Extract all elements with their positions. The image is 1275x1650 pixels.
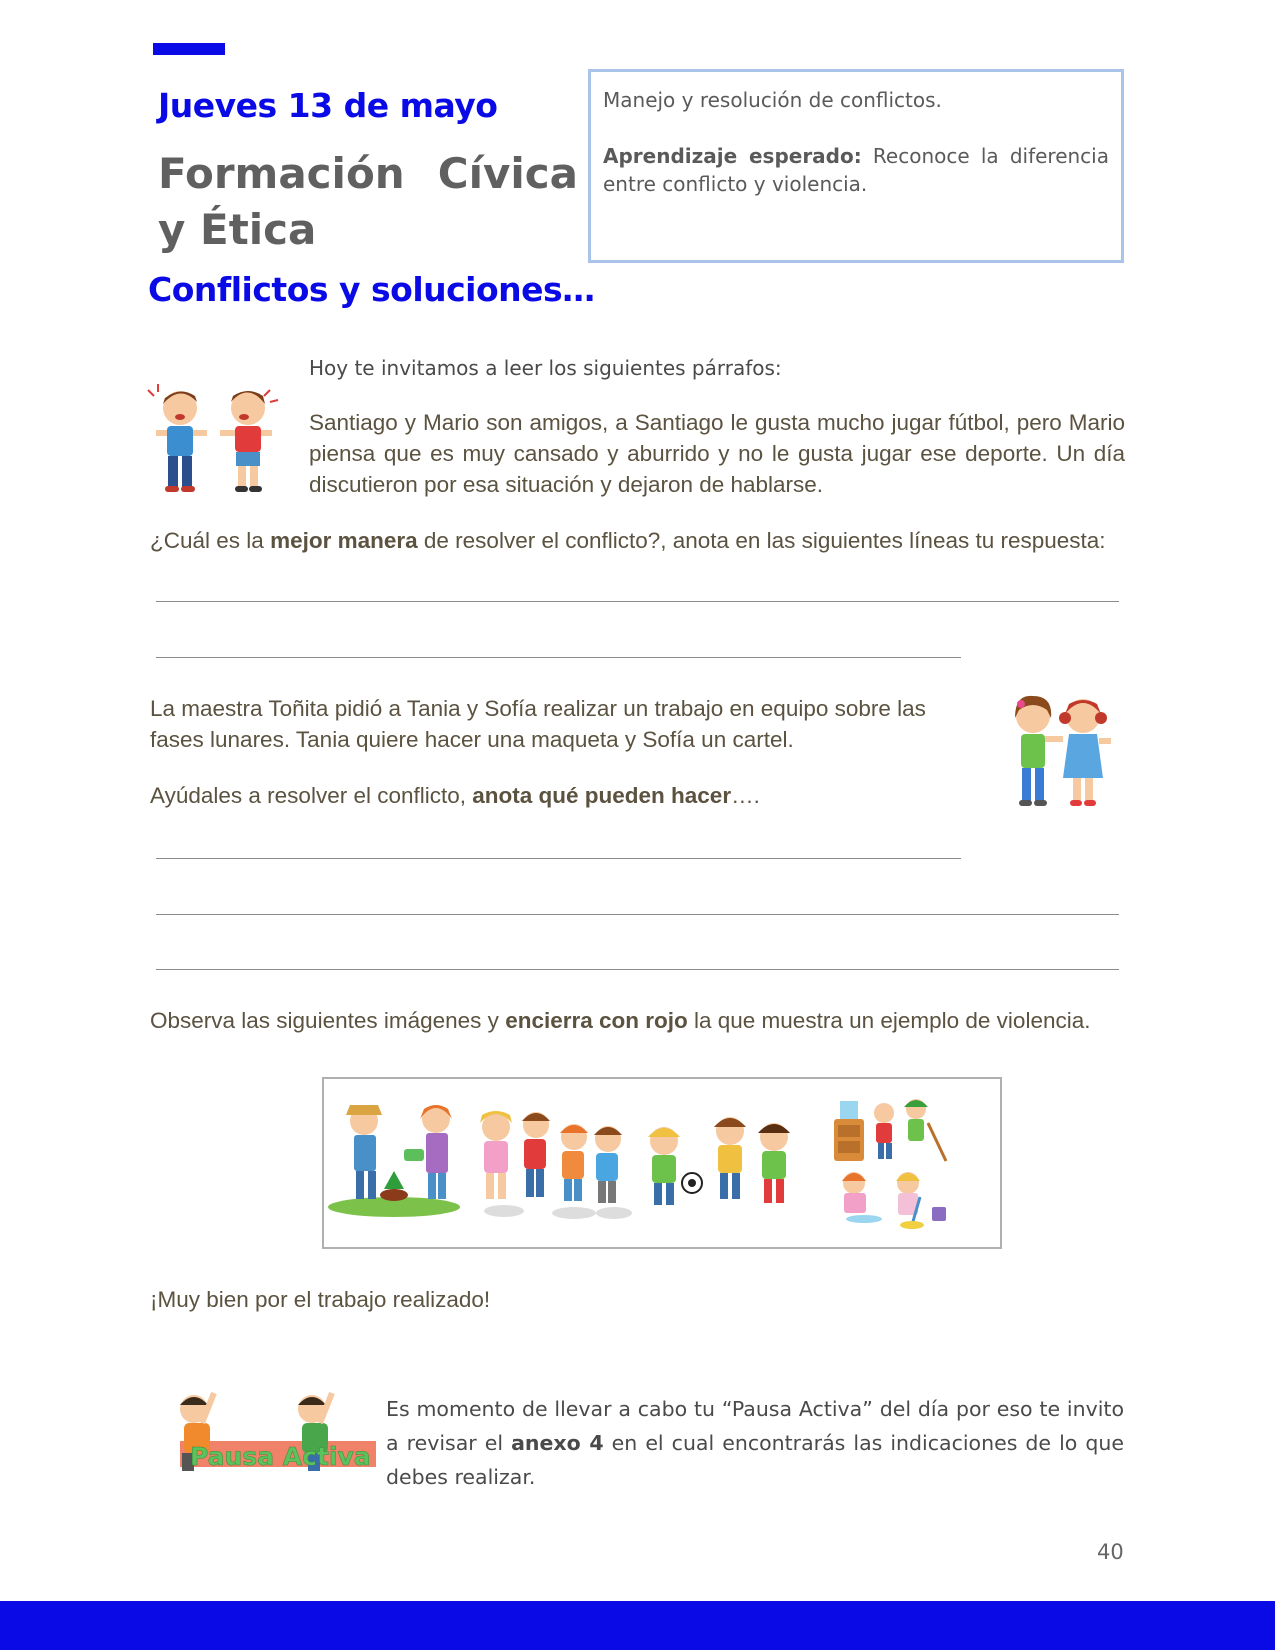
- reading-intro: Hoy te invitamos a leer los siguientes párrafos:: [309, 356, 782, 380]
- answer-line[interactable]: [156, 858, 961, 859]
- pausa-activa-logo-text: Pausa Activa: [190, 1442, 371, 1471]
- observe-instruction: Observa las siguientes imágenes y encierra con rojo la que muestra un ejemplo de violencia.: [150, 1008, 1091, 1033]
- subject-title: Formación Cívica y Ética: [158, 149, 578, 254]
- closing-message: ¡Muy bien por el trabajo realizado!: [150, 1287, 491, 1312]
- pausa-activa-text: Es momento de llevar a cabo tu “Pausa Activa” del día por eso te invito a revisar el anexo 4 en el cual encontrarás las indicaciones de lo que debes realizar.: [386, 1397, 1124, 1489]
- scene-gardening[interactable]: [328, 1105, 460, 1217]
- learning-objective-box: [588, 69, 1124, 263]
- girl-left: [1015, 696, 1063, 806]
- scene-fighting[interactable]: [480, 1111, 632, 1219]
- scenes-illustration: [324, 1079, 1000, 1247]
- scenes-image-strip: [322, 1077, 1002, 1249]
- topic-text: Manejo y resolución de conflictos.: [603, 88, 942, 112]
- date-heading: Jueves 13 de mayo: [158, 86, 498, 125]
- bottom-accent-bar: [0, 1601, 1275, 1650]
- tania-sofia-paragraph: La maestra Toñita pidió a Tania y Sofía realizar un trabajo en equipo sobre las fases lunares. Tania quiere hacer una maqueta y Sofía un cartel.: [150, 696, 926, 752]
- tania-sofia-section: [150, 693, 968, 811]
- question-best-way: ¿Cuál es la mejor manera de resolver el conflicto?, anota en las siguientes líneas tu respuesta:: [150, 528, 1106, 553]
- answer-line[interactable]: [156, 657, 961, 658]
- help-prompt: Ayúdales a resolver el conflicto, anota qué pueden hacer….: [150, 783, 760, 808]
- answer-line[interactable]: [156, 969, 1119, 970]
- arguing-boys-illustration: [140, 380, 286, 500]
- santiago-mario-paragraph: Santiago y Mario son amigos, a Santiago le gusta mucho jugar fútbol, pero Mario piensa que es muy cansado y aburrido y no le gusta jugar ese deporte. Un día discutieron por esa situación y dejaron de hablarse.: [309, 410, 1125, 497]
- scene-cleaning[interactable]: [834, 1099, 946, 1229]
- page-number: 40: [1097, 1540, 1124, 1564]
- girl-right: [1059, 699, 1111, 806]
- answer-line[interactable]: [156, 601, 1119, 602]
- pausa-activa-logo: [162, 1385, 380, 1475]
- expected-learning: [603, 142, 1109, 198]
- scene-soccer[interactable]: [648, 1117, 790, 1205]
- lesson-title: Conflictos y soluciones…: [148, 270, 595, 309]
- expected-label: Aprendizaje esperado:: [603, 144, 862, 168]
- expected-text: Reconoce la diferencia entre conflicto y violencia.: [603, 144, 1109, 196]
- boy-left: [156, 391, 207, 492]
- top-accent-bar: [153, 43, 225, 55]
- answer-line[interactable]: [156, 914, 1119, 915]
- arguing-girls-illustration: [995, 690, 1120, 820]
- boy-right: [220, 391, 272, 492]
